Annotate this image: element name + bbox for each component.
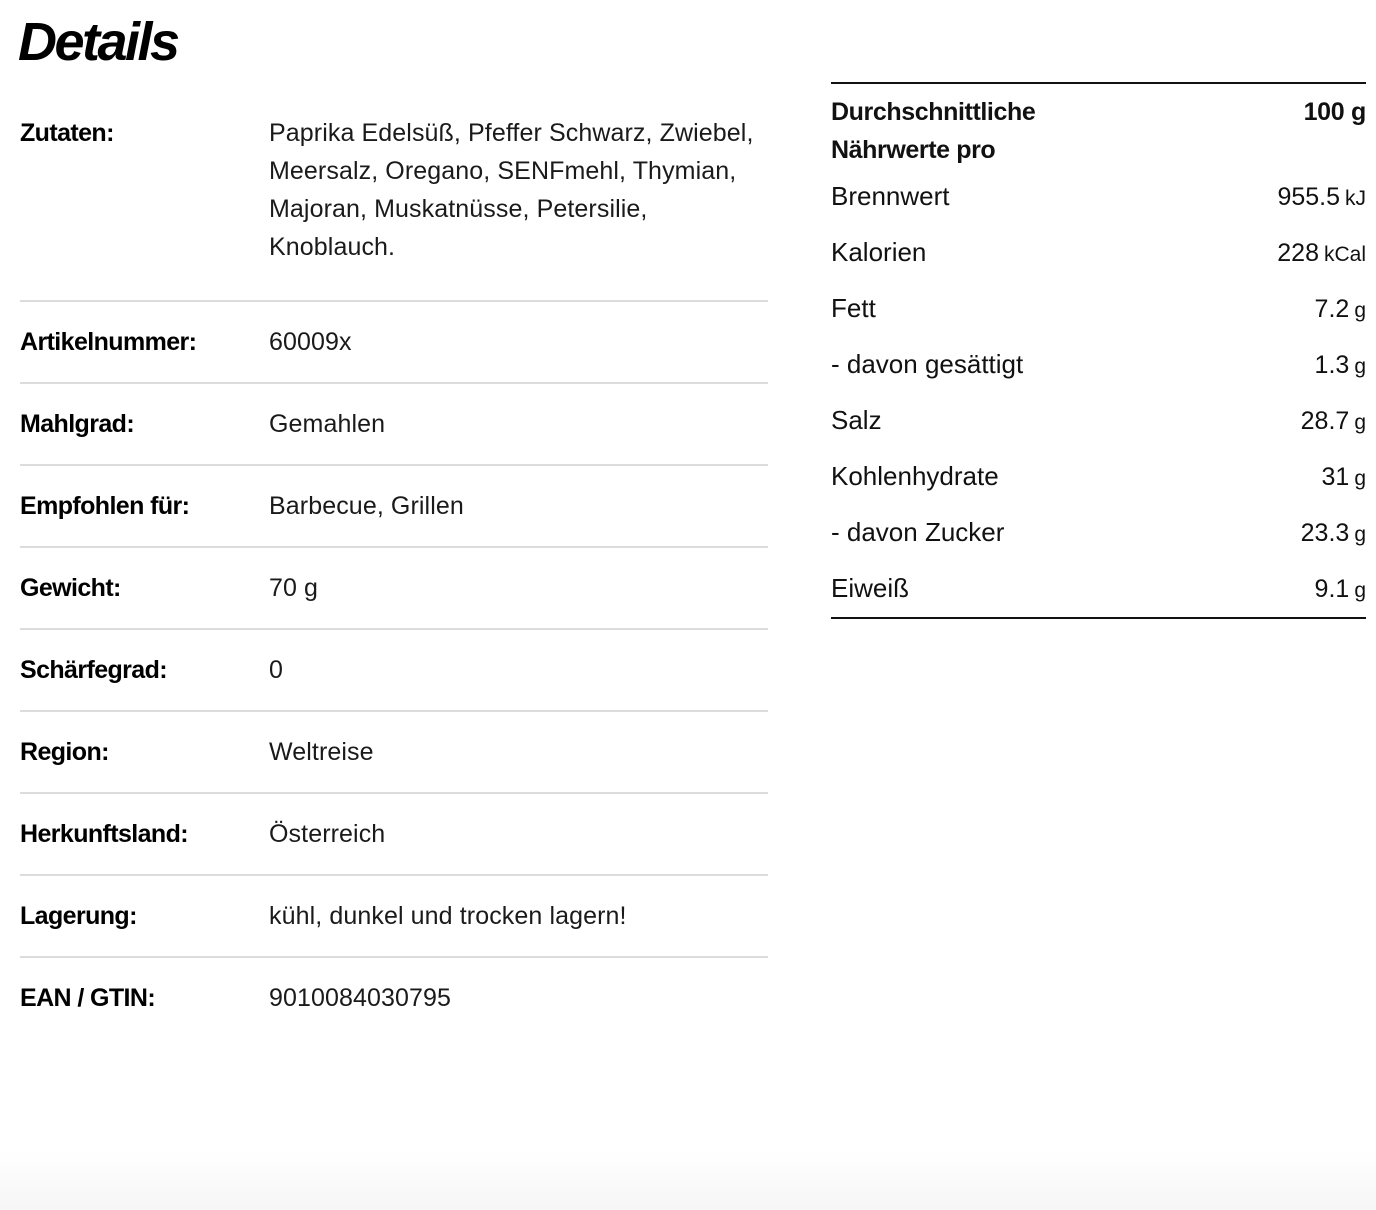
bottom-fade <box>0 1150 1376 1210</box>
detail-value: Paprika Edelsüß, Pfeffer Schwarz, Zwiebel, Meersalz, Oregano, SENFmehl, Thymian, Majoran, Muskatnüsse, Petersilie, Knoblauch. <box>269 119 754 261</box>
detail-label: Schärfegrad: <box>20 656 168 684</box>
nutrition-value <box>1301 404 1366 440</box>
nutrition-row <box>831 403 1366 459</box>
detail-row-artikelnummer <box>20 302 768 384</box>
nutrition-unit: g <box>1354 355 1366 378</box>
detail-label: EAN / GTIN: <box>20 984 156 1012</box>
detail-value: kühl, dunkel und trocken lagern! <box>269 902 627 930</box>
nutrition-name: Eiweiß <box>831 573 910 603</box>
nutrition-name: Fett <box>831 293 876 323</box>
detail-label: Herkunftsland: <box>20 820 189 848</box>
nutrition-row <box>831 347 1366 403</box>
nutrition-value <box>1322 460 1367 496</box>
nutrition-row <box>831 291 1366 347</box>
details-table <box>20 94 768 1038</box>
nutrition-row <box>831 571 1366 605</box>
nutrition-number: 7.2 <box>1314 295 1350 323</box>
detail-row-mahlgrad <box>20 384 768 466</box>
nutrition-value <box>1315 348 1366 384</box>
nutrition-number: 31 <box>1321 463 1350 491</box>
nutrition-header-label: Durchschnittliche Nährwerte pro <box>831 98 1036 164</box>
nutrition-table <box>831 82 1366 619</box>
detail-value: Gemahlen <box>269 410 386 438</box>
detail-value: Österreich <box>269 820 386 848</box>
detail-row-gewicht <box>20 548 768 630</box>
detail-row-region <box>20 712 768 794</box>
detail-row-empfohlen <box>20 466 768 548</box>
nutrition-number: 23.3 <box>1300 519 1350 547</box>
detail-value: 9010084030795 <box>269 984 452 1012</box>
nutrition-row <box>831 515 1366 571</box>
nutrition-value <box>1277 180 1366 216</box>
nutrition-unit: g <box>1354 299 1366 322</box>
nutrition-name: Salz <box>831 405 882 435</box>
nutrition-name: - davon gesättigt <box>831 349 1024 379</box>
detail-value: Weltreise <box>269 738 374 766</box>
detail-row-zutaten <box>20 94 768 302</box>
nutrition-unit: g <box>1354 467 1366 490</box>
nutrition-unit: g <box>1354 579 1366 602</box>
detail-label: Zutaten: <box>20 119 114 147</box>
nutrition-value <box>1315 292 1366 328</box>
detail-label: Lagerung: <box>20 902 137 930</box>
nutrition-header-value: 100 g <box>1303 98 1366 126</box>
nutrition-header <box>831 93 1366 169</box>
nutrition-number: 1.3 <box>1314 351 1350 379</box>
detail-row-herkunftsland <box>20 794 768 876</box>
nutrition-name: Kalorien <box>831 237 927 267</box>
detail-label: Region: <box>20 738 109 766</box>
nutrition-number: 228 <box>1277 239 1319 267</box>
detail-label: Mahlgrad: <box>20 410 135 438</box>
detail-value: 60009x <box>269 328 352 356</box>
nutrition-value <box>1315 572 1366 608</box>
detail-label: Gewicht: <box>20 574 121 602</box>
nutrition-name: Brennwert <box>831 181 950 211</box>
nutrition-value <box>1301 516 1366 552</box>
detail-row-schaerfegrad <box>20 630 768 712</box>
nutrition-name: - davon Zucker <box>831 517 1005 547</box>
nutrition-number: 955.5 <box>1277 183 1340 211</box>
detail-row-lagerung <box>20 876 768 958</box>
detail-value: 0 <box>269 656 284 684</box>
detail-label: Artikelnummer: <box>20 328 197 356</box>
nutrition-unit: g <box>1354 523 1366 546</box>
nutrition-name: Kohlenhydrate <box>831 461 999 491</box>
nutrition-row <box>831 179 1366 235</box>
nutrition-number: 28.7 <box>1300 407 1350 435</box>
nutrition-unit: kJ <box>1345 187 1366 210</box>
detail-value: 70 g <box>269 574 319 602</box>
nutrition-row <box>831 235 1366 291</box>
nutrition-unit: g <box>1354 411 1366 434</box>
detail-value: Barbecue, Grillen <box>269 492 464 520</box>
detail-label: Empfohlen für: <box>20 492 190 520</box>
nutrition-value <box>1277 236 1366 272</box>
nutrition-unit: kCal <box>1323 243 1366 266</box>
page-title: Details <box>18 12 178 72</box>
detail-row-ean <box>20 958 768 1038</box>
nutrition-row <box>831 459 1366 515</box>
nutrition-number: 9.1 <box>1314 575 1350 603</box>
